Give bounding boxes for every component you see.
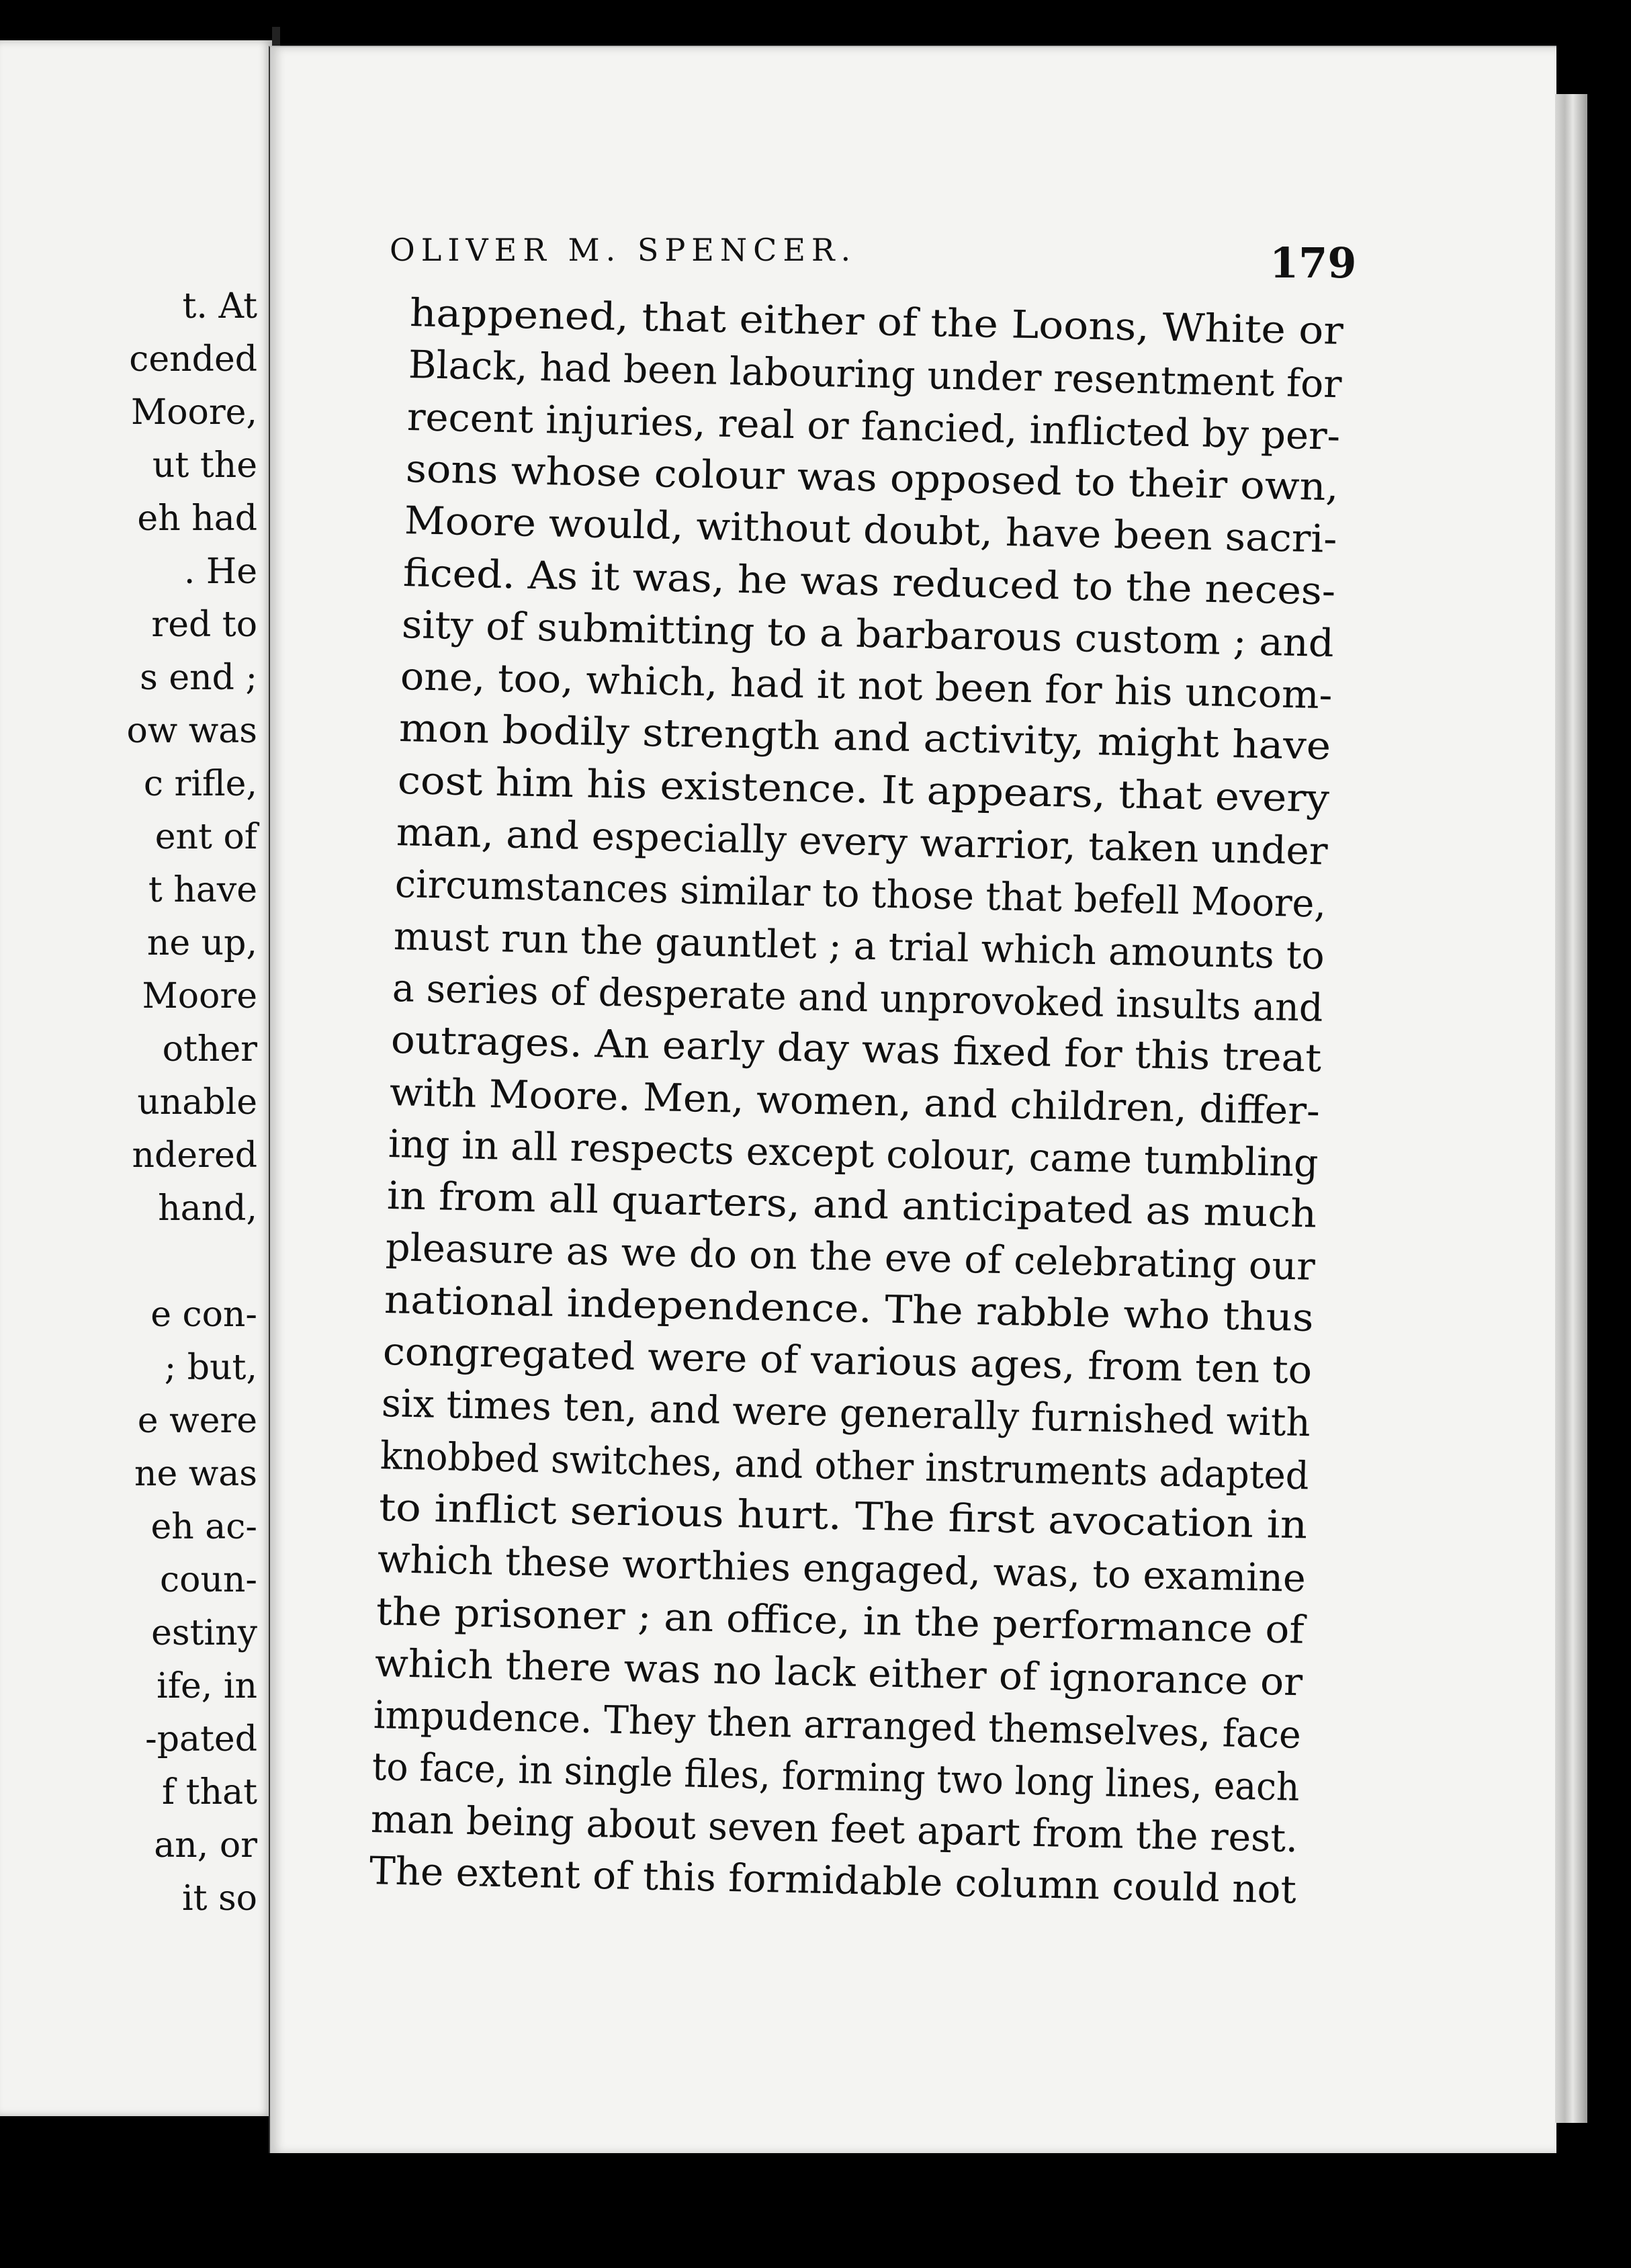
body-text-line: which there was no lack either of ignorance or: [374, 1641, 1303, 1705]
body-text-line: in from all quarters, and anticipated as much: [386, 1174, 1317, 1237]
left-page-line: -pated: [145, 1719, 257, 1759]
left-page-line: s end ;: [140, 658, 257, 698]
left-page-line: e con-: [150, 1295, 257, 1335]
body-text-line: sity of submitting to a barbarous custom ; and: [401, 602, 1335, 666]
left-page-line: ow was: [126, 711, 257, 751]
body-text-line: cost him his existence. It appears, that every: [397, 758, 1330, 821]
body-text-line: The extent of this formidable column could not: [369, 1849, 1297, 1913]
left-page-line: red to: [151, 605, 257, 645]
left-page-line: hand,: [158, 1188, 257, 1229]
body-text-line: impudence. They then arranged themselves, face: [373, 1693, 1302, 1757]
body-text-line: mon bodily strength and activity, might have: [398, 706, 1331, 769]
previous-page-fragment: [0, 40, 274, 2116]
left-page-line: eh ac-: [150, 1507, 257, 1547]
body-text-line: to inflict serious hurt. The first avocation in: [378, 1485, 1308, 1548]
left-page-line: eh had: [137, 498, 257, 539]
body-text-line: sons whose colour was opposed to their own,: [405, 446, 1339, 510]
body-text-line: one, too, which, had it not been for his uncom-: [400, 654, 1333, 718]
left-page-line: f that: [161, 1772, 257, 1813]
left-page-line: cended: [129, 339, 257, 380]
body-text-line: knobbed switches, and other instruments adapted: [380, 1433, 1310, 1498]
body-text-line: national independence. The rabble who thus: [384, 1277, 1315, 1340]
left-page-line: ife, in: [157, 1666, 257, 1706]
body-text-line: a series of desperate and unprovoked insults and: [392, 965, 1324, 1031]
body-text-line: Black, had been labouring under resentment for: [408, 343, 1343, 407]
body-text-line: outrages. An early day was fixed for this treat: [390, 1018, 1322, 1081]
body-text-line: ing in all respects except colour, came tumbling: [388, 1121, 1319, 1186]
left-page-line: Moore,: [130, 392, 257, 433]
body-text-line: the prisoner ; an office, in the performance of: [376, 1589, 1305, 1653]
left-page-line: e were: [137, 1401, 257, 1441]
left-page-line: c rifle,: [143, 764, 257, 804]
left-page-line: t have: [148, 870, 257, 910]
body-text-line: which these worthies engaged, was, to examine: [377, 1537, 1307, 1602]
running-head: OLIVER M. SPENCER.: [390, 232, 857, 268]
body-text-line: Moore would, without doubt, have been sacri-: [404, 498, 1338, 562]
body-text-line: happened, that either of the Loons, White or: [409, 291, 1344, 353]
body-text-line: ficed. As it was, he was reduced to the neces-: [402, 550, 1336, 614]
body-text-line: recent injuries, real or fancied, inflicted by per-: [406, 394, 1341, 459]
left-page-line: ; but,: [164, 1348, 257, 1388]
body-text-line: congregated were of various ages, from ten to: [382, 1329, 1313, 1393]
left-page-line: coun-: [160, 1560, 257, 1600]
left-page-line: ut the: [152, 445, 257, 486]
body-text-line: six times ten, and were generally furnished with: [381, 1381, 1311, 1446]
left-page-line: ne was: [134, 1454, 257, 1494]
left-page-line: other: [162, 1029, 257, 1070]
left-page-line: it so: [181, 1878, 257, 1919]
left-page-line: estiny: [151, 1613, 257, 1653]
body-text-line: with Moore. Men, women, and children, differ-: [389, 1070, 1321, 1133]
body-text-line: man being about seven feet apart from the rest.: [370, 1796, 1298, 1861]
page-edge-shadow: [1555, 94, 1587, 2123]
left-page-line: Moore: [142, 976, 257, 1016]
left-page-line: ent of: [155, 817, 257, 857]
body-text-line: pleasure as we do on the eve of celebrating our: [385, 1225, 1316, 1290]
left-page-line: unable: [137, 1082, 257, 1123]
left-page-line: ne up,: [146, 923, 257, 963]
body-text-line: man, and especially every warrior, taken under: [396, 810, 1329, 874]
left-page-line: an, or: [154, 1825, 257, 1866]
left-page-line: . He: [183, 552, 257, 592]
body-text-line: to face, in single files, forming two long lines, each: [371, 1745, 1301, 1811]
left-page-line: t. At: [182, 286, 257, 326]
body-text-line: circumstances similar to those that befell Moore,: [394, 862, 1327, 927]
body-text-line: must run the gauntlet ; a trial which amounts to: [393, 914, 1325, 978]
page-number: 179: [1270, 238, 1357, 288]
left-page-line: ndered: [132, 1135, 257, 1176]
